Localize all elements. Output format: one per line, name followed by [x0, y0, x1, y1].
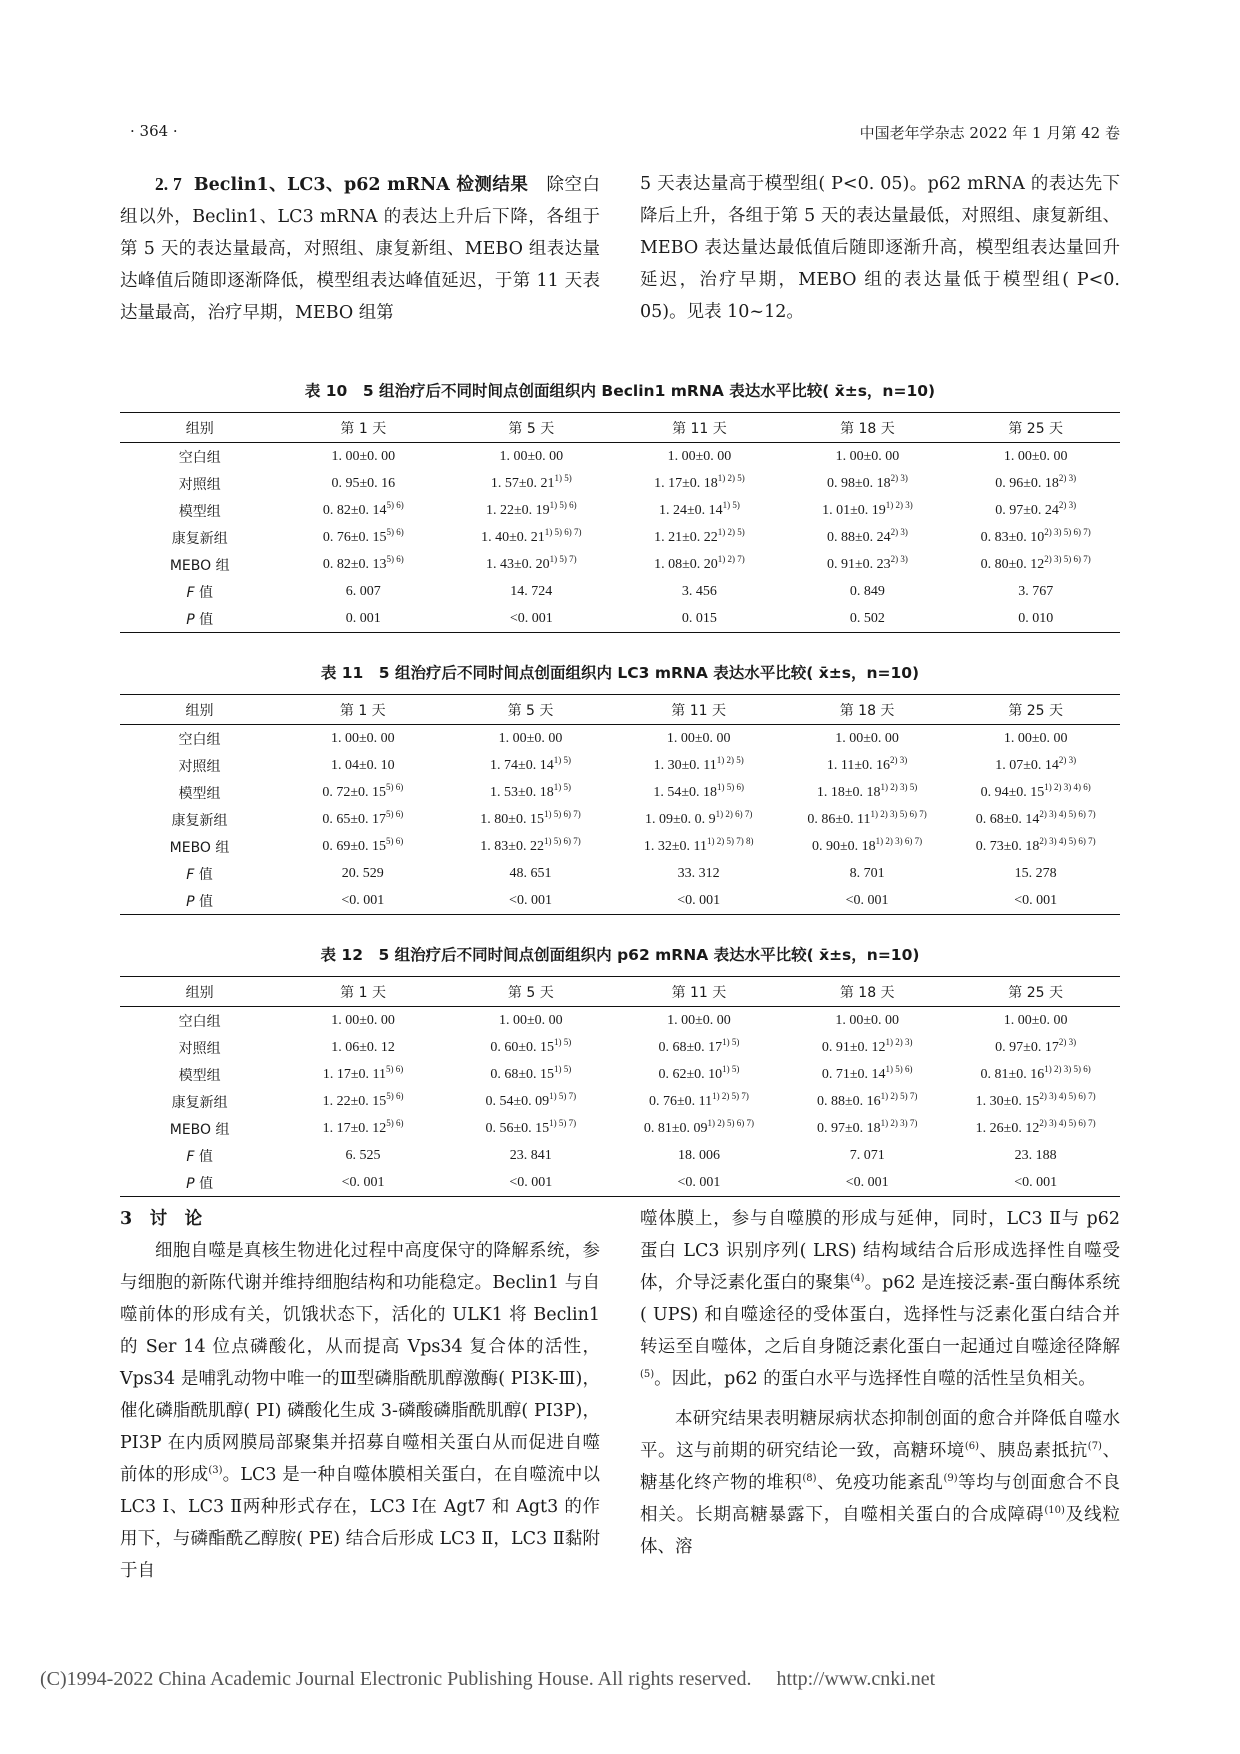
table-cell: 1. 06±0. 12: [331, 1039, 395, 1055]
table-cell: 1. 07±0. $14^{2) 3)}$: [995, 754, 1077, 773]
table-cell: 7. 071: [849, 1147, 885, 1163]
table-cell: 0. 68±0. $17^{1) 5)}$: [658, 1036, 740, 1055]
table-cell: <0. 001: [845, 1174, 889, 1190]
significance-marker: 1) 5): [554, 472, 572, 483]
citation: (5): [640, 1369, 655, 1380]
column-header: 第 11 天: [671, 702, 727, 719]
table-cell: 0. 015: [681, 610, 717, 626]
table-cell: 1. 21±0. $22^{1) 2) 5)}$: [654, 526, 745, 545]
table-cell: 20. 529: [341, 865, 384, 881]
table-cell: <0. 001: [509, 1174, 553, 1190]
table-cell: 0. 71±0. $14^{1) 5) 6)}$: [821, 1063, 913, 1082]
paragraph-text: 本研究结果表明糖尿病状态抑制创面的愈合并降低自噬水平。这与前期的研究结论一致，高糖环境: [640, 1409, 1120, 1461]
table-cell: 0. 88±0. $16^{1) 2) 5) 7)}$: [816, 1090, 918, 1109]
section-text-right: 5 天表达量高于模型组( P<0. 05)。p62 mRNA 的表达先下降后上升，各组于第 5 天的表达量最低，对照组、康复新组、MEBO 表达量达最低值后随即逐渐升高，模型组表达量回升延迟，治疗早期，MEBO 组的表达量低于模型组( P<0. 05)。见表 10~12。: [640, 174, 1120, 322]
table-cell: <0. 001: [341, 1174, 385, 1190]
column-header: 组别: [185, 984, 214, 1001]
significance-marker: 2) 3): [1058, 472, 1077, 483]
significance-marker: 1) 2) 7): [717, 553, 745, 564]
table-cell: 0. 849: [849, 583, 885, 599]
significance-marker: 2) 3) 5) 6) 7): [1044, 526, 1091, 537]
table-cell: 0. 54±0. $09^{1) 5) 7)}$: [485, 1090, 577, 1109]
table-cell: 0. 56±0. $15^{1) 5) 7)}$: [485, 1117, 577, 1136]
citation: (9): [943, 1473, 958, 1484]
significance-marker: 1) 2) 3): [885, 499, 913, 510]
table-cell: 0. 98±0. $18^{2) 3)}$: [826, 472, 908, 491]
column-header: 第 18 天: [840, 420, 895, 437]
table-cell: 1. 22±0. $19^{1) 5) 6)}$: [485, 499, 577, 518]
significance-marker: 1) 5): [722, 1063, 740, 1074]
table-cell: 1. 43±0. $20^{1) 5) 7)}$: [485, 553, 577, 572]
column-header: 第 1 天: [340, 984, 386, 1001]
row-label: 对照组: [178, 758, 221, 775]
table-cell: 0. 90±0. $18^{1) 2) 3) 6) 7)}$: [811, 835, 923, 854]
table-row: [120, 497, 1120, 524]
column-header: 组别: [185, 420, 214, 437]
table-cell: 3. 456: [681, 583, 717, 599]
table-row: [120, 605, 1120, 633]
table-cell: 0. 83±0. $10^{2) 3) 5) 6) 7)}$: [980, 526, 1091, 545]
row-label: 对照组: [178, 1040, 221, 1057]
table-cell: <0. 001: [509, 892, 552, 908]
significance-marker: 5) 6): [386, 835, 404, 846]
significance-marker: 5) 6): [386, 781, 404, 792]
paragraph-text: 及线粒体、溶: [640, 1505, 1121, 1557]
table-row: [120, 1115, 1120, 1142]
significance-marker: 1) 5) 6) 7): [544, 526, 582, 537]
significance-marker: 2) 3) 4) 5) 6) 7): [1039, 808, 1096, 819]
table-cell: 1. 17±0. $18^{1) 2) 5)}$: [654, 472, 745, 491]
significance-marker: 1) 5): [553, 781, 571, 792]
left-column: [120, 168, 600, 329]
table-cell: 0. 65±0. $17^{5) 6)}$: [322, 808, 404, 827]
column-header: 组别: [185, 702, 214, 719]
table-row: [120, 806, 1120, 833]
significance-marker: 1) 5): [554, 1036, 572, 1047]
table-header-row: [120, 695, 1120, 725]
section-3: [120, 1203, 1120, 1587]
significance-marker: 1) 5): [722, 499, 740, 510]
right-column: [640, 168, 1120, 329]
table-cell: 1. 00±0. 00: [835, 448, 900, 464]
row-label: 对照组: [178, 476, 221, 493]
significance-marker: 1) 2) 3) 5) 6) 7): [870, 808, 927, 819]
table-cell: 1. 40±0. $21^{1) 5) 6) 7)}$: [481, 526, 582, 545]
table-cell: 1. 00±0. 00: [499, 448, 564, 464]
section-number: 2. 7: [155, 174, 182, 194]
paragraph: [640, 1403, 1120, 1563]
running-head: [120, 122, 1120, 150]
significance-marker: 1) 5): [722, 1036, 740, 1047]
significance-marker: 1) 5): [554, 1063, 572, 1074]
table-cell: 33. 312: [677, 865, 720, 881]
row-label: P 值: [186, 611, 214, 628]
table-cell: <0. 001: [509, 610, 553, 626]
table-cell: 1. 04±0. 10: [330, 757, 395, 773]
table-cell: 0. 76±0. $11^{1) 2) 5) 7)}$: [648, 1090, 749, 1109]
table-cell: 1. 00±0. 00: [835, 730, 899, 746]
significance-marker: 1) 2) 3): [885, 1036, 913, 1047]
right-column: [640, 1203, 1120, 1587]
copyright-footer: [40, 1668, 935, 1691]
column-header: 第 11 天: [671, 984, 727, 1001]
table-row: [120, 551, 1120, 578]
table-cell: 0. 82±0. $13^{5) 6)}$: [322, 553, 404, 572]
table-row: [120, 1061, 1120, 1088]
significance-marker: 1) 5) 6): [549, 499, 577, 510]
row-label: 康复新组: [171, 812, 228, 829]
table-cell: 1. 80±0. $15^{1) 5) 6) 7)}$: [480, 808, 581, 827]
table-cell: 0. 502: [849, 610, 885, 626]
citation: (7): [1087, 1441, 1102, 1452]
significance-marker: 2) 3): [890, 526, 908, 537]
column-header: 第 5 天: [508, 420, 555, 437]
column-header: 第 25 天: [1008, 702, 1064, 719]
column-header: 第 1 天: [339, 702, 386, 719]
table-cell: 0. 91±0. $23^{2) 3)}$: [826, 553, 908, 572]
copyright-text: (C)1994-2022 China Academic Journal Electronic Publishing House. All rights reserved.: [40, 1668, 752, 1690]
table-row: [120, 470, 1120, 497]
table-cell: 1. 30±0. $11^{1) 2) 5)}$: [653, 754, 744, 773]
table-row: [120, 1088, 1120, 1115]
table-cell: <0. 001: [341, 892, 385, 908]
table-cell: <0. 001: [845, 892, 889, 908]
column-header: 第 25 天: [1008, 420, 1064, 437]
row-label: MEBO 组: [169, 557, 230, 574]
paragraph: [120, 1235, 600, 1587]
table-cell: 23. 841: [509, 1147, 552, 1163]
row-label: F 值: [186, 584, 213, 601]
row-label: F 值: [186, 866, 213, 883]
table-row: [120, 1034, 1120, 1061]
column-header: 第 1 天: [340, 420, 387, 437]
table-cell: 1. 00±0. 00: [331, 448, 396, 464]
significance-marker: 1) 5) 7): [549, 1090, 577, 1101]
table-11: [120, 660, 1120, 915]
significance-marker: 5) 6): [386, 553, 404, 564]
table-cell: 0. 69±0. $15^{5) 6)}$: [322, 835, 404, 854]
significance-marker: 5) 6): [386, 1063, 404, 1074]
section-heading: 3 讨 论: [120, 1209, 203, 1229]
paragraph: [640, 1203, 1120, 1395]
table-cell: 0. 88±0. $24^{2) 3)}$: [826, 526, 908, 545]
page-number: · 364 ·: [130, 122, 178, 140]
section-title: Beclin1、LC3、p62 mRNA 检测结果: [193, 175, 529, 195]
row-label: 康复新组: [171, 1094, 228, 1111]
table-cell: 1. 00±0. 00: [667, 448, 732, 464]
significance-marker: 2) 3): [1058, 754, 1077, 765]
table-cell: 0. 82±0. $14^{5) 6)}$: [322, 499, 404, 518]
table-cell: 1. 54±0. $18^{1) 5) 6)}$: [653, 781, 744, 800]
table-row: [120, 833, 1120, 860]
table-cell: 1. 09±0. 0. $9^{1) 2) 6) 7)}$: [644, 808, 753, 827]
table-cell: <0. 001: [677, 892, 721, 908]
significance-marker: 2) 3) 5) 6) 7): [1044, 553, 1091, 564]
significance-marker: 2) 3) 4) 5) 6) 7): [1039, 1090, 1096, 1101]
data-table: [120, 412, 1120, 633]
paragraph-text: 等均与创面愈合不良相关。长期高糖暴露下，自噬相关蛋白的合成障碍: [640, 1473, 1121, 1525]
section-2-7: [120, 168, 1120, 329]
table-cell: 1. 17±0. $11^{5) 6)}$: [322, 1063, 404, 1082]
table-row: [120, 860, 1120, 887]
table-cell: 1. 00±0. 00: [667, 1012, 731, 1028]
table-caption: 表 12 5 组治疗后不同时间点创面组织内 p62 mRNA 表达水平比较( x̄±s，n=10): [320, 946, 920, 964]
significance-marker: 1) 2) 6) 7): [715, 808, 753, 819]
table-cell: 1. 53±0. $18^{1) 5)}$: [490, 781, 571, 800]
table-cell: 3. 767: [1018, 583, 1054, 599]
table-cell: 1. 00±0. 00: [1003, 1012, 1068, 1028]
significance-marker: 5) 6): [386, 808, 404, 819]
table-row: [120, 725, 1120, 753]
table-caption: 表 10 5 组治疗后不同时间点创面组织内 Beclin1 mRNA 表达水平比较( x̄±s，n=10): [304, 382, 936, 400]
table-row: [120, 524, 1120, 551]
table-cell: 1. 24±0. $14^{1) 5)}$: [658, 499, 740, 518]
table-cell: 0. 68±0. $14^{2) 3) 4) 5) 6) 7)}$: [975, 808, 1096, 827]
significance-marker: 1) 2) 5): [716, 754, 744, 765]
row-label: P 值: [186, 1175, 214, 1192]
table-row: [120, 1142, 1120, 1169]
journal-name: 中国老年学杂志 2022 年 1 月第 42 卷: [859, 124, 1120, 142]
table-cell: 1. 00±0. 00: [835, 1012, 900, 1028]
significance-marker: 2) 3) 4) 5) 6) 7): [1039, 1117, 1096, 1128]
table-cell: 0. 97±0. $18^{1) 2) 3) 7)}$: [816, 1117, 918, 1136]
paragraph-text: 、糖基化终产物的堆积: [640, 1441, 1121, 1493]
table-cell: 1. 00±0. 00: [330, 730, 395, 746]
column-header: 第 5 天: [507, 702, 554, 719]
significance-marker: 5) 6): [386, 526, 404, 537]
table-cell: 0. 68±0. $15^{1) 5)}$: [490, 1063, 572, 1082]
row-label: MEBO 组: [169, 839, 230, 856]
significance-marker: 2) 3) 4) 5) 6) 7): [1039, 835, 1096, 846]
significance-marker: 2) 3): [1058, 499, 1077, 510]
table-cell: <0. 001: [1014, 1174, 1058, 1190]
table-cell: 8. 701: [849, 865, 885, 881]
significance-marker: 1) 2) 5) 6) 7): [707, 1117, 755, 1128]
table-cell: 0. 97±0. $24^{2) 3)}$: [995, 499, 1077, 518]
table-cell: 0. 81±0. $09^{1) 2) 5) 6) 7)}$: [643, 1117, 755, 1136]
citation: (6): [964, 1441, 979, 1452]
citation: (3): [208, 1465, 223, 1476]
significance-marker: 5) 6): [386, 1090, 404, 1101]
table-cell: 0. 95±0. 16: [331, 475, 396, 491]
significance-marker: 1) 2) 5) 7) 8): [706, 835, 754, 846]
row-label: 空白组: [178, 731, 221, 748]
table-cell: 1. 18±0. $18^{1) 2) 3) 5)}$: [816, 781, 918, 800]
significance-marker: 5) 6): [386, 499, 404, 510]
table-cell: 48. 651: [509, 865, 552, 881]
data-table: [120, 976, 1120, 1197]
table-row: [120, 779, 1120, 806]
significance-marker: 2) 3): [890, 754, 908, 765]
table-10: [120, 378, 1120, 633]
row-label: 康复新组: [171, 530, 228, 547]
significance-marker: 1) 2) 5) 7): [880, 1090, 918, 1101]
table-cell: 0. 97±0. $17^{2) 3)}$: [995, 1036, 1077, 1055]
table-cell: 0. 76±0. $15^{5) 6)}$: [322, 526, 404, 545]
table-12: [120, 942, 1120, 1197]
table-cell: 1. 32±0. $11^{1) 2) 5) 7) 8)}$: [643, 835, 754, 854]
table-cell: 0. 86±0. $11^{1) 2) 3) 5) 6) 7)}$: [807, 808, 927, 827]
row-label: 模型组: [178, 785, 221, 802]
significance-marker: 1) 2) 5) 7): [712, 1090, 749, 1101]
table-cell: 18. 006: [677, 1147, 720, 1163]
table-cell: 0. 72±0. $15^{5) 6)}$: [322, 781, 404, 800]
table-row: [120, 578, 1120, 605]
citation: (4): [850, 1273, 865, 1284]
table-cell: 6. 007: [345, 583, 381, 599]
table-cell: 1. 57±0. $21^{1) 5)}$: [490, 472, 572, 491]
table-cell: 0. 010: [1018, 610, 1054, 626]
table-cell: 0. 73±0. $18^{2) 3) 4) 5) 6) 7)}$: [975, 835, 1096, 854]
paragraph-text: 。因此，p62 的蛋白水平与选择性自噬的活性呈负相关。: [654, 1369, 1096, 1389]
section-text-left: 除空白组以外，Beclin1、LC3 mRNA 的表达上升后下降，各组于第 5 天的表达量最高，对照组、康复新组、MEBO 组表达量达峰值后随即逐渐降低，模型组表达峰值延迟，于第 11 天表达量最高，治疗早期，MEBO 组第: [120, 175, 600, 323]
column-header: 第 5 天: [507, 984, 554, 1001]
citation: (10): [1044, 1505, 1065, 1516]
data-table: [120, 694, 1120, 915]
table-cell: 1. 17±0. $12^{5) 6)}$: [322, 1117, 404, 1136]
column-header: 第 25 天: [1008, 984, 1063, 1001]
table-row: [120, 752, 1120, 779]
table-cell: 1. 01±0. $19^{1) 2) 3)}$: [822, 499, 913, 518]
table-cell: 0. 81±0. $16^{1) 2) 3) 5) 6)}$: [980, 1063, 1091, 1082]
table-header-row: [120, 977, 1120, 1007]
table-cell: 0. 80±0. $12^{2) 3) 5) 6) 7)}$: [980, 553, 1091, 572]
table-header-row: [120, 413, 1120, 443]
row-label: 模型组: [178, 1067, 221, 1084]
table-row: [120, 443, 1120, 471]
significance-marker: 2) 3): [1058, 1036, 1077, 1047]
significance-marker: 2) 3): [890, 472, 908, 483]
table-cell: 1. 00±0. 00: [498, 730, 563, 746]
table-cell: <0. 001: [1014, 892, 1058, 908]
paragraph-text: 、胰岛素抵抗: [978, 1441, 1088, 1461]
table-row: [120, 887, 1120, 915]
significance-marker: 1) 2) 3) 4) 6): [1044, 781, 1091, 792]
table-cell: 14. 724: [510, 583, 553, 599]
table-cell: 0. 94±0. $15^{1) 2) 3) 4) 6)}$: [980, 781, 1091, 800]
paragraph-text: 、免疫功能紊乱: [816, 1473, 944, 1493]
column-header: 第 11 天: [672, 420, 727, 437]
significance-marker: 1) 5): [553, 754, 571, 765]
row-label: 模型组: [178, 503, 221, 520]
significance-marker: 1) 5) 6) 7): [543, 808, 581, 819]
table-cell: 0. 60±0. $15^{1) 5)}$: [490, 1036, 572, 1055]
table-row: [120, 1007, 1120, 1035]
column-header: 第 18 天: [839, 984, 895, 1001]
significance-marker: 1) 5) 6) 7): [543, 835, 581, 846]
significance-marker: 1) 2) 3) 5) 6): [1044, 1063, 1091, 1074]
paragraph-text: 噬体膜上，参与自噬膜的形成与延伸，同时，LC3 Ⅱ与 p62 蛋白 LC3 识别序列( LRS) 结构域结合后形成选择性自噬受体，介导泛素化蛋白的聚集: [640, 1209, 1120, 1293]
table-cell: 1. 22±0. $15^{5) 6)}$: [322, 1090, 404, 1109]
significance-marker: 1) 2) 5): [717, 526, 745, 537]
table-cell: 0. 91±0. $12^{1) 2) 3)}$: [821, 1036, 913, 1055]
significance-marker: 1) 2) 3) 6) 7): [875, 835, 923, 846]
paragraph-text: 。p62 是连接泛素-蛋白酶体系统( UPS) 和自噬途径的受体蛋白，选择性与泛素化蛋白结合并转运至自噬体，之后自身随泛素化蛋白一起通过自噬途径降解: [640, 1273, 1120, 1357]
row-label: 空白组: [178, 449, 221, 466]
table-cell: 1. 30±0. $15^{2) 3) 4) 5) 6) 7)}$: [975, 1090, 1096, 1109]
paragraph-text: 细胞自噬是真核生物进化过程中高度保守的降解系统，参与细胞的新陈代谢并维持细胞结构和功能稳定。Beclin1 与自噬前体的形成有关，饥饿状态下，活化的 ULK1 将 Beclin1 的 Ser 14 位点磷酸化，从而提高 Vps34 复合体的活性，Vps34 是哺乳动物中唯一的Ⅲ型磷脂酰肌醇激酶( PI3K-Ⅲ)，催化磷脂酰肌醇( PI) 磷酸化生成 3-磷酸磷脂酰肌醇( PI3P)，PI3P 在内质网膜局部聚集并招募自噬相关蛋白从而促进自噬前体的形成: [120, 1241, 600, 1485]
significance-marker: 1) 2) 3) 5): [880, 781, 918, 792]
row-label: P 值: [186, 893, 213, 910]
significance-marker: 1) 2) 3) 7): [880, 1117, 918, 1128]
table-row: [120, 1169, 1120, 1197]
table-cell: 1. 08±0. $20^{1) 2) 7)}$: [654, 553, 745, 572]
table-cell: 1. 11±0. $16^{2) 3)}$: [826, 754, 908, 773]
significance-marker: 5) 6): [386, 1117, 404, 1128]
table-cell: 0. 001: [345, 610, 381, 626]
table-cell: 1. 00±0. 00: [1003, 730, 1068, 746]
table-cell: 1. 74±0. $14^{1) 5)}$: [490, 754, 571, 773]
significance-marker: 1) 5) 6): [717, 781, 744, 792]
table-cell: 1. 00±0. 00: [498, 1012, 563, 1028]
citation: (8): [802, 1473, 817, 1484]
significance-marker: 1) 2) 5): [717, 472, 745, 483]
table-cell: 0. 96±0. $18^{2) 3)}$: [995, 472, 1077, 491]
row-label: F 值: [186, 1148, 213, 1165]
left-column: [120, 1203, 600, 1587]
table-caption: 表 11 5 组治疗后不同时间点创面组织内 LC3 mRNA 表达水平比较( x̄±s，n=10): [320, 664, 920, 682]
table-cell: <0. 001: [677, 1174, 721, 1190]
table-cell: 1. 00±0. 00: [666, 730, 731, 746]
row-label: 空白组: [178, 1013, 221, 1030]
significance-marker: 1) 5) 6): [885, 1063, 913, 1074]
paragraph-text: 。LC3 是一种自噬体膜相关蛋白，在自噬流中以 LC3 Ⅰ、LC3 Ⅱ两种形式存在，LC3 Ⅰ在 Agt7 和 Agt3 的作用下，与磷酯酰乙醇胺( PE) 结合后形成 LC3 Ⅱ，LC3 Ⅱ黏附于自: [120, 1465, 600, 1581]
footer-url[interactable]: http://www.cnki.net: [776, 1668, 936, 1690]
table-cell: 23. 188: [1014, 1147, 1057, 1163]
significance-marker: 1) 5) 7): [549, 553, 577, 564]
table-cell: 1. 83±0. $22^{1) 5) 6) 7)}$: [480, 835, 581, 854]
table-cell: 6. 525: [345, 1147, 381, 1163]
column-header: 第 18 天: [839, 702, 895, 719]
table-cell: 1. 00±0. 00: [331, 1012, 395, 1028]
row-label: MEBO 组: [169, 1121, 230, 1138]
table-cell: 1. 00±0. 00: [1003, 448, 1068, 464]
table-cell: 1. 26±0. $12^{2) 3) 4) 5) 6) 7)}$: [975, 1117, 1096, 1136]
significance-marker: 1) 5) 7): [549, 1117, 577, 1128]
table-cell: 15. 278: [1014, 865, 1057, 881]
table-cell: 0. 62±0. $10^{1) 5)}$: [658, 1063, 740, 1082]
significance-marker: 2) 3): [890, 553, 908, 564]
